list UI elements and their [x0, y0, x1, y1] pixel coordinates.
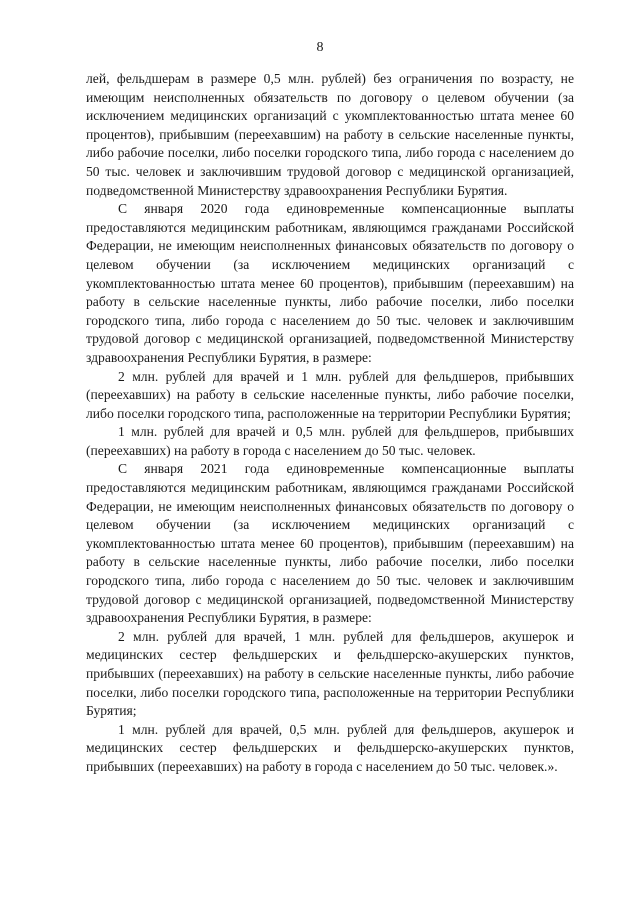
- paragraph-2021-towns: 1 млн. рублей для врачей, 0,5 млн. рублей для фельдшеров, акушерок и медицинских сестер фельдшерских и фельдшерско-акушерских пунктов, прибывших (переехавших) на работу в города с населением до 50 тыс. человек.».: [86, 721, 574, 774]
- paragraph-2021-intro: С января 2021 года единовременные компенсационные выплаты предоставляются медицинским работникам, являющимся гражданами Российской Федерации, не имеющим неисполненных финансовых обязательств по договору о целевом обучении (за исключением медицинских организаций с укомплектованностью штата менее 60 процентов), прибывшим (переехавшим) на работу в сельские населенные пункты, либо рабочие поселки, либо поселки городского типа, либо города с населением до 50 тыс. человек и заключившим трудовой договор с медицинской организацией, подведомственной Министерству здравоохранения Республики Бурятия, в размере:: [86, 461, 574, 626]
- paragraph-continuation: лей, фельдшерам в размере 0,5 млн. рублей) без ограничения по возрасту, не имеющим неисполненных обязательств по договору о целевом обучении (за исключением медицинских организаций с укомплектованностью штата менее 60 процентов), прибывшим (переехавшим) на работу в сельские населенные пункты, либо рабочие поселки, либо поселки городского типа, либо города с населением до 50 тыс. человек и заключившим трудовой договор с медицинской организацией, подведомственной Министерству здравоохранения Республики Бурятия.: [86, 71, 574, 198]
- paragraph-2021-rural: 2 млн. рублей для врачей, 1 млн. рублей для фельдшеров, акушерок и медицинских сестер фельдшерских и фельдшерско-акушерских пунктов, прибывших (переехавших) на работу в сельские населенные пункты, либо рабочие поселки, либо поселки городского типа, расположенные на территории Республики Бурятия;: [86, 628, 574, 719]
- paragraph-2020-intro: С января 2020 года единовременные компенсационные выплаты предоставляются медицинским работникам, являющимся гражданами Российской Федерации, не имеющим неисполненных финансовых обязательств по договору о целевом обучении (за исключением медицинских организаций с укомплектованностью штата менее 60 процентов), прибывшим (переехавшим) на работу в сельские населенные пункты, либо рабочие поселки, либо поселки городского типа, либо города с населением до 50 тыс. человек и заключившим трудовой договор с медицинской организацией, подведомственной Министерству здравоохранения Республики Бурятия, в размере:: [86, 201, 574, 365]
- paragraph-2020-rural: 2 млн. рублей для врачей и 1 млн. рублей для фельдшеров, прибывших (переехавших) на работу в сельские населенные пункты, либо рабочие поселки, либо поселки городского типа, расположенные на территории Республики Бурятия;: [86, 368, 574, 421]
- document-body: [86, 70, 574, 777]
- page-number: 8: [316, 40, 324, 55]
- paragraph-2020-towns: 1 млн. рублей для врачей и 0,5 млн. рублей для фельдшеров, прибывших (переехавших) на работу в города с населением до 50 тыс. человек.: [86, 424, 574, 458]
